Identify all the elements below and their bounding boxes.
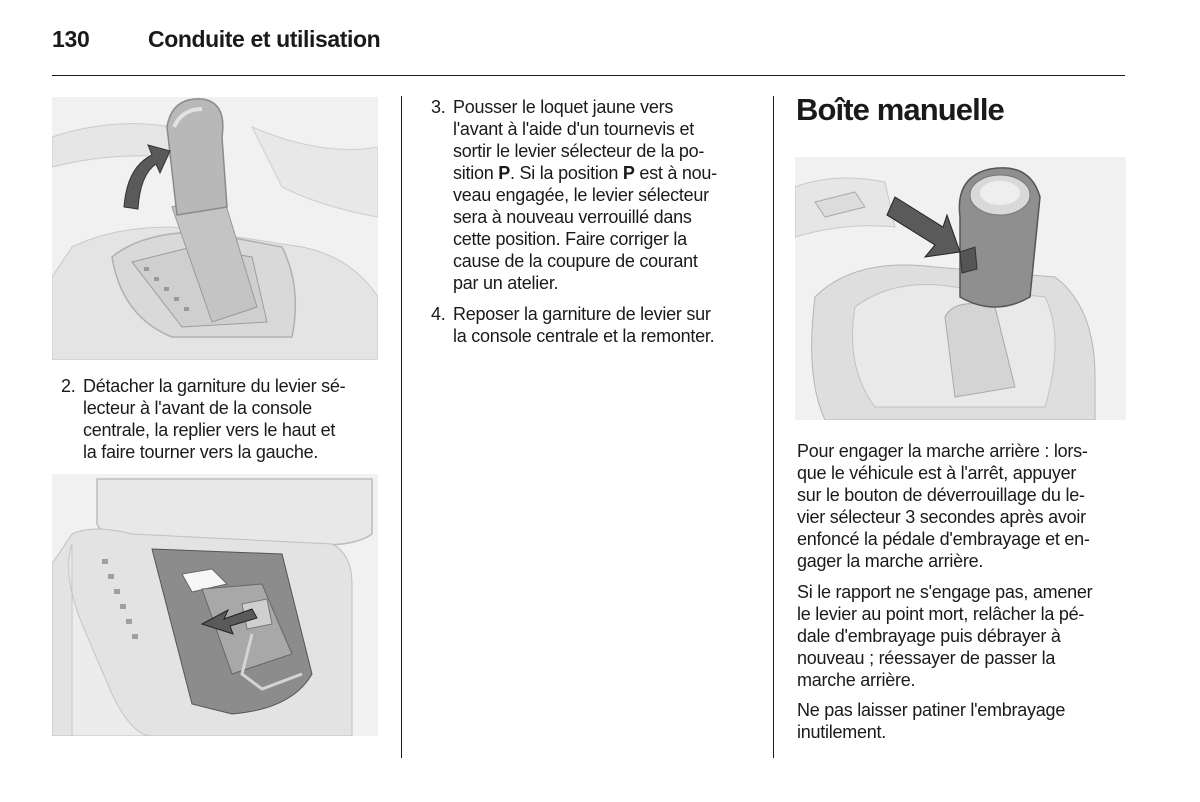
paragraph-line: Ne pas laisser patiner l'embrayage [797, 700, 1066, 720]
manual-gearbox-heading: Boîte manuelle [796, 92, 1004, 127]
step-number: 3. [431, 97, 446, 117]
step-number: 4. [431, 304, 446, 324]
step-line: Pousser le loquet jaune vers [453, 97, 674, 117]
paragraph-line: nouveau ; réessayer de passer la [797, 648, 1056, 668]
paragraph-line: que le véhicule est à l'arrêt, appuyer [797, 463, 1077, 483]
step-text [83, 375, 345, 463]
step-line: centrale, la replier vers le haut et [83, 420, 336, 440]
paragraph-line: Si le rapport ne s'engage pas, amener [797, 582, 1093, 602]
position-p-label: P [622, 163, 635, 183]
column-divider-right [773, 96, 774, 758]
clutch-warning-paragraph [797, 699, 1065, 743]
step-line: sera à nouveau verrouillé dans [453, 207, 692, 227]
selector-mechanism-illustration [52, 474, 378, 736]
step-text [453, 96, 717, 294]
step-number: 2. [61, 376, 76, 396]
step-line: veau engagée, le levier sélecteur [453, 185, 709, 205]
step-line: cause de la coupure de courant [453, 251, 698, 271]
manual-gear-knob-illustration [795, 157, 1126, 420]
paragraph-line: Pour engager la marche arrière : lors- [797, 441, 1088, 461]
step-line: Reposer la garniture de levier sur [453, 304, 711, 324]
paragraph-line: inutilement. [797, 722, 887, 742]
reverse-gear-paragraph [797, 440, 1090, 572]
paragraph-line: dale d'embrayage puis débrayer à [797, 626, 1061, 646]
page-number: 130 [52, 26, 90, 52]
paragraph-line: vier sélecteur 3 secondes après avoir [797, 507, 1086, 527]
column-divider-left [401, 96, 402, 758]
text-fragment: sition [453, 163, 499, 183]
header-rule [52, 75, 1125, 76]
paragraph-line: marche arrière. [797, 670, 916, 690]
paragraph-line: gager la marche arrière. [797, 551, 984, 571]
step-line: la faire tourner vers la gauche. [83, 442, 319, 462]
text-fragment: est à nou- [634, 163, 717, 183]
gear-not-engaged-paragraph [797, 581, 1092, 691]
step-line: par un atelier. [453, 273, 559, 293]
step-line: Détacher la garniture du levier sé- [83, 376, 346, 396]
step-line: cette position. Faire corriger la [453, 229, 687, 249]
selector-lever-trim-illustration [52, 97, 378, 360]
paragraph-line: le levier au point mort, relâcher la pé- [797, 604, 1085, 624]
position-p-label: P [498, 163, 511, 183]
text-fragment: . Si la position [510, 163, 623, 183]
step-line: lecteur à l'avant de la console [83, 398, 312, 418]
step-line: l'avant à l'aide d'un tournevis et [453, 119, 694, 139]
step-line: sortir le levier sélecteur de la po- [453, 141, 705, 161]
section-title: Conduite et utilisation [148, 26, 381, 52]
step-line: la console centrale et la remonter. [453, 326, 715, 346]
paragraph-line: sur le bouton de déverrouillage du le- [797, 485, 1085, 505]
step-text [453, 303, 714, 347]
paragraph-line: enfoncé la pédale d'embrayage et en- [797, 529, 1090, 549]
step-line-with-position [453, 162, 717, 184]
